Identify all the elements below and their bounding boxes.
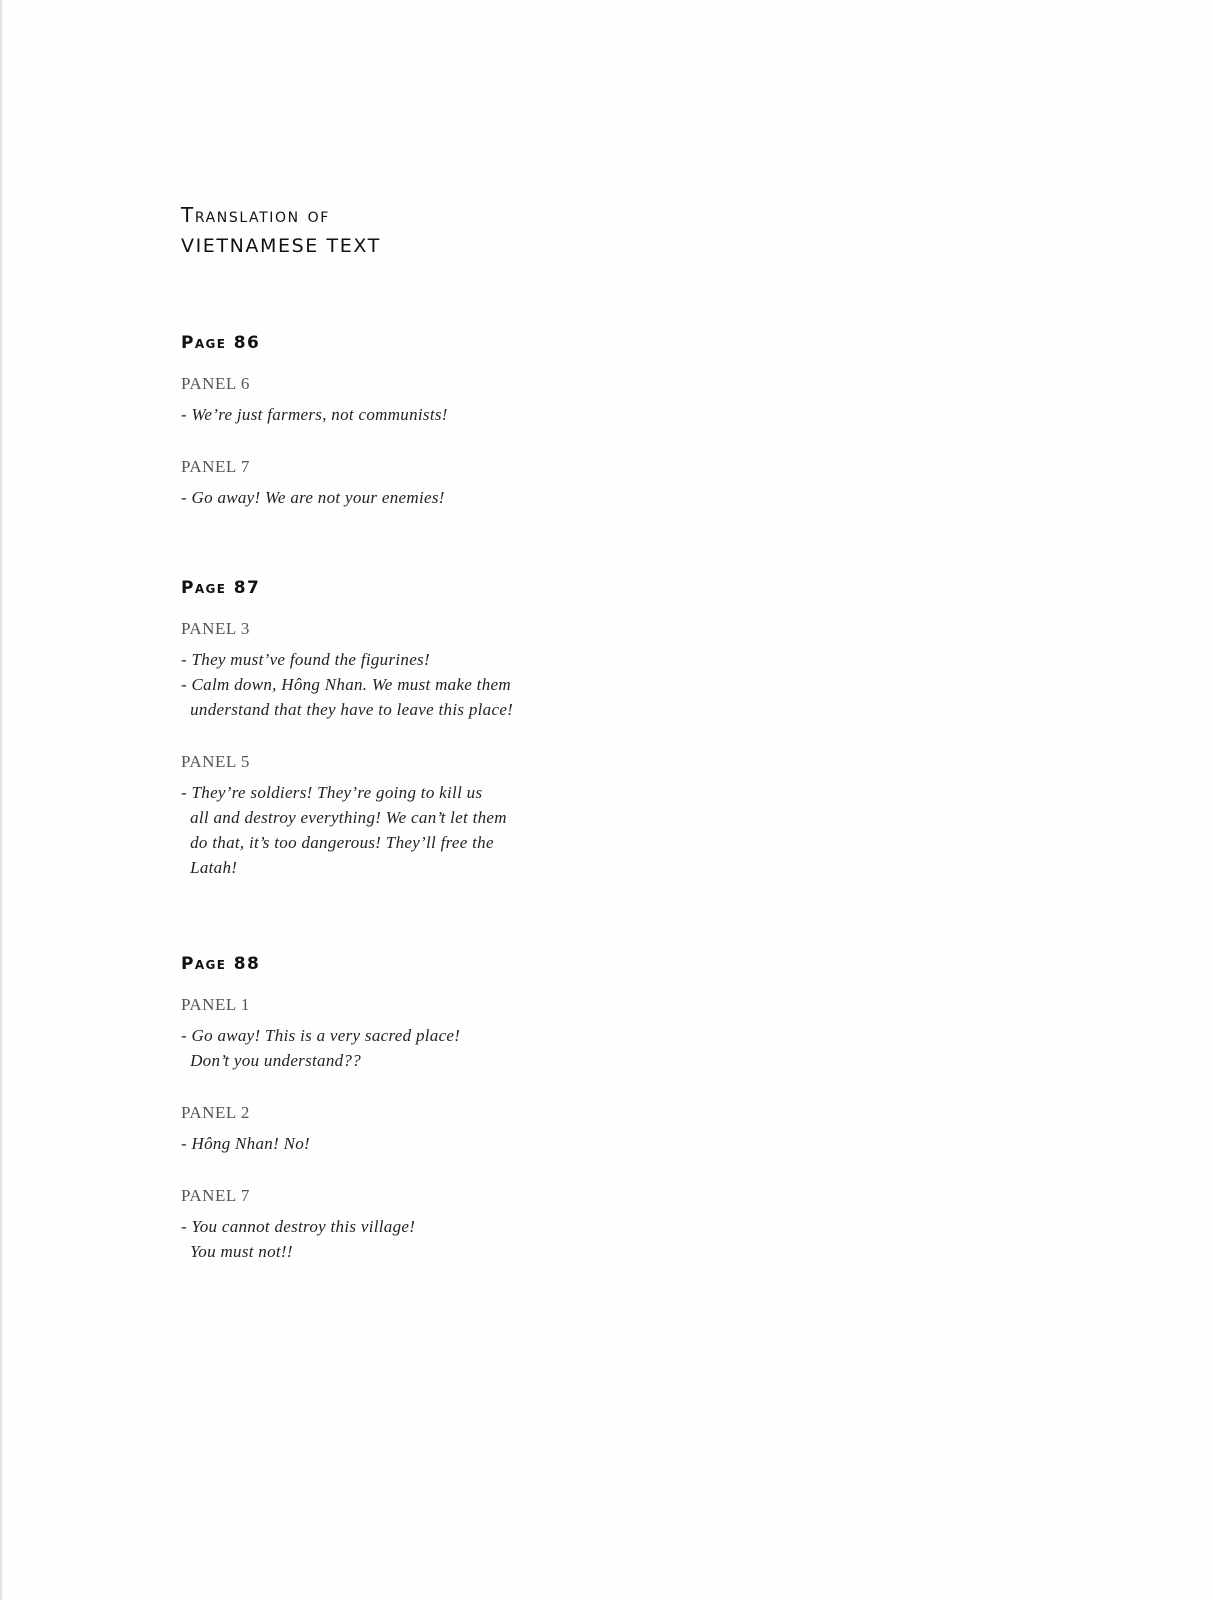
dialogue-line: - We’re just farmers, not communists! xyxy=(181,405,448,424)
section-page-86 xyxy=(181,333,641,510)
title-line-2: VIETNAMESE TEXT xyxy=(181,235,381,257)
dialogue-line: - Hông Nhan! No! xyxy=(181,1134,310,1153)
panel-label: PANEL 7 xyxy=(181,1186,250,1205)
document-title xyxy=(181,200,381,262)
section-page-88 xyxy=(181,954,641,1264)
panel-label: PANEL 7 xyxy=(181,457,250,476)
dialogue-line: - They’re soldiers! They’re going to kill us xyxy=(181,783,483,802)
dialogue-line: You must not!! xyxy=(181,1242,293,1261)
page-heading: Page 86 xyxy=(181,333,261,353)
page-heading: Page 87 xyxy=(181,578,261,598)
title-line-1: Translation of xyxy=(181,203,330,227)
panel-label: PANEL 6 xyxy=(181,374,250,393)
dialogue-line: Latah! xyxy=(181,858,238,877)
panel-label: PANEL 2 xyxy=(181,1103,250,1122)
page-edge xyxy=(0,0,2,1600)
panel-label: PANEL 3 xyxy=(181,619,250,638)
dialogue-line: - Go away! We are not your enemies! xyxy=(181,488,445,507)
dialogue-line: - Calm down, Hông Nhan. We must make them xyxy=(181,675,511,694)
panel-label: PANEL 1 xyxy=(181,995,250,1014)
dialogue-line: - Go away! This is a very sacred place! xyxy=(181,1026,461,1045)
dialogue-line: do that, it’s too dangerous! They’ll free the xyxy=(181,833,494,852)
page-heading: Page 88 xyxy=(181,954,261,974)
dialogue-line: - They must’ve found the figurines! xyxy=(181,650,430,669)
section-page-87 xyxy=(181,578,641,880)
dialogue-line: understand that they have to leave this place! xyxy=(181,700,514,719)
dialogue-line: - You cannot destroy this village! xyxy=(181,1217,416,1236)
dialogue-line: Don’t you understand?? xyxy=(181,1051,362,1070)
dialogue-line: all and destroy everything! We can’t let them xyxy=(181,808,507,827)
panel-label: PANEL 5 xyxy=(181,752,250,771)
